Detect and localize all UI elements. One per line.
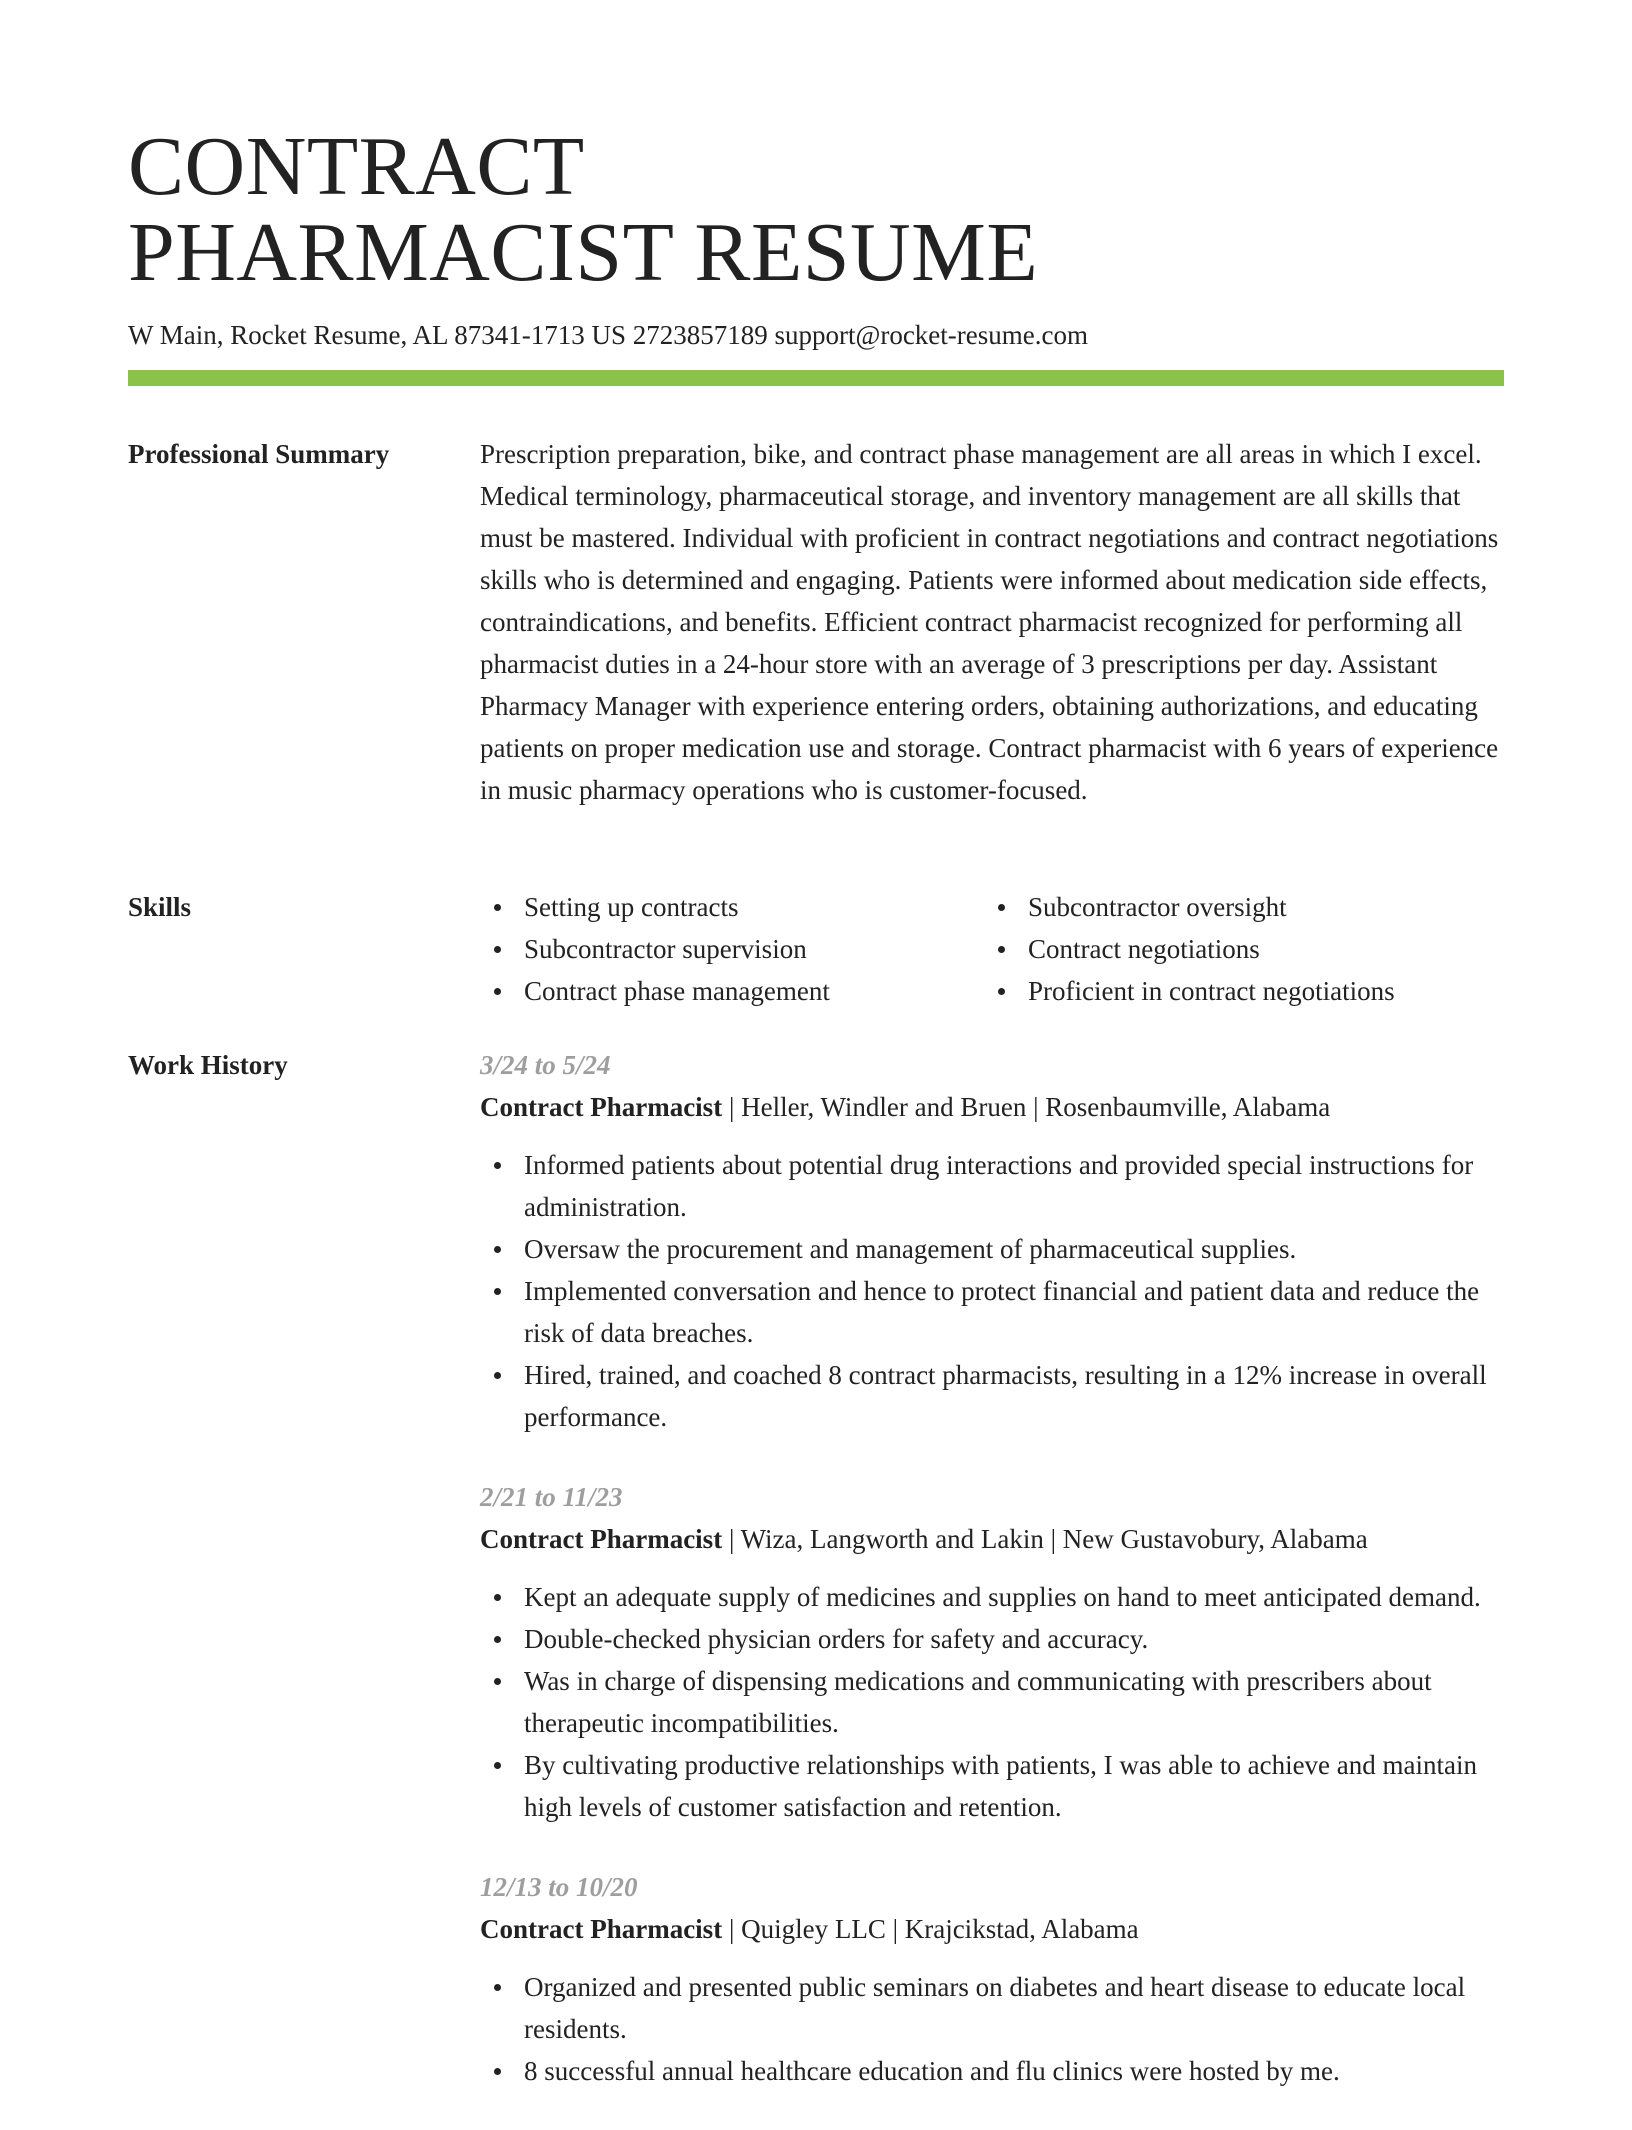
job-dates: 2/21 to 11/23	[480, 1482, 623, 1512]
job-entry	[480, 1044, 1504, 1438]
job-entry	[480, 1866, 1504, 2092]
job-heading	[480, 1086, 1504, 1128]
job-title: Contract Pharmacist	[480, 1524, 723, 1554]
job-bullets	[480, 1144, 1504, 1438]
contact-info: W Main, Rocket Resume, AL 87341-1713 US 2723857189 support@rocket-resume.com	[128, 320, 1088, 350]
title-line-2: PHARMACIST RESUME	[128, 206, 1039, 299]
work-history-heading: Work History	[128, 1050, 288, 1080]
job-heading	[480, 1518, 1504, 1560]
skills-grid	[480, 886, 1504, 1012]
skills-column-2	[984, 886, 1488, 1012]
job-employer-location: | Wiza, Langworth and Lakin | New Gustavobury, Alabama	[722, 1524, 1368, 1554]
title-line-1: CONTRACT	[128, 120, 585, 213]
job-bullet: Kept an adequate supply of medicines and supplies on hand to meet anticipated demand.	[480, 1576, 1504, 1618]
job-entry	[480, 1476, 1504, 1828]
job-bullet: Was in charge of dispensing medications and communicating with prescribers about therapeutic incompatibilities.	[480, 1660, 1504, 1744]
summary-heading: Professional Summary	[128, 439, 390, 469]
accent-divider	[128, 370, 1504, 386]
job-bullets	[480, 1966, 1504, 2092]
skill-item: Setting up contracts	[480, 886, 984, 928]
job-bullets	[480, 1576, 1504, 1828]
skill-item: Contract negotiations	[984, 928, 1488, 970]
job-bullet: Informed patients about potential drug interactions and provided special instructions for administration.	[480, 1144, 1504, 1228]
job-bullet: Double-checked physician orders for safety and accuracy.	[480, 1618, 1504, 1660]
skill-item: Contract phase management	[480, 970, 984, 1012]
job-bullet: Oversaw the procurement and management of pharmaceutical supplies.	[480, 1228, 1504, 1270]
job-bullet: 8 successful annual healthcare education and flu clinics were hosted by me.	[480, 2050, 1504, 2092]
skill-item: Subcontractor oversight	[984, 886, 1488, 928]
job-bullet: Organized and presented public seminars on diabetes and heart disease to educate local residents.	[480, 1966, 1504, 2050]
job-employer-location: | Quigley LLC | Krajcikstad, Alabama	[722, 1914, 1139, 1944]
summary-text: Prescription preparation, bike, and contract phase management are all areas in which I excel. Medical terminology, pharmaceutical storage, and inventory management are all skills that must be mastered. Individual with proficient in contract negotiations and contract negotiations skills who is determined and engaging. Patients were informed about medication side effects, contraindications, and benefits. Efficient contract pharmacist recognized for performing all pharmacist duties in a 24-hour store with an average of 3 prescriptions per day. Assistant Pharmacy Manager with experience entering orders, obtaining authorizations, and educating patients on proper medication use and storage. Contract pharmacist with 6 years of experience in music pharmacy operations who is customer-focused.	[480, 439, 1499, 805]
skills-column-1	[480, 886, 984, 1012]
skill-item: Proficient in contract negotiations	[984, 970, 1488, 1012]
job-dates: 3/24 to 5/24	[480, 1050, 611, 1080]
job-employer-location: | Heller, Windler and Bruen | Rosenbaumville, Alabama	[722, 1092, 1331, 1122]
job-title: Contract Pharmacist	[480, 1914, 723, 1944]
job-heading	[480, 1908, 1504, 1950]
job-bullet: Hired, trained, and coached 8 contract pharmacists, resulting in a 12% increase in overall performance.	[480, 1354, 1504, 1438]
job-bullet: By cultivating productive relationships with patients, I was able to achieve and maintain high levels of customer satisfaction and retention.	[480, 1744, 1504, 1828]
resume-title	[128, 120, 1504, 299]
job-bullet: Implemented conversation and hence to protect financial and patient data and reduce the risk of data breaches.	[480, 1270, 1504, 1354]
job-dates: 12/13 to 10/20	[480, 1872, 638, 1902]
resume-header	[128, 120, 1504, 352]
skills-heading: Skills	[128, 892, 192, 922]
job-title: Contract Pharmacist	[480, 1092, 723, 1122]
skill-item: Subcontractor supervision	[480, 928, 984, 970]
